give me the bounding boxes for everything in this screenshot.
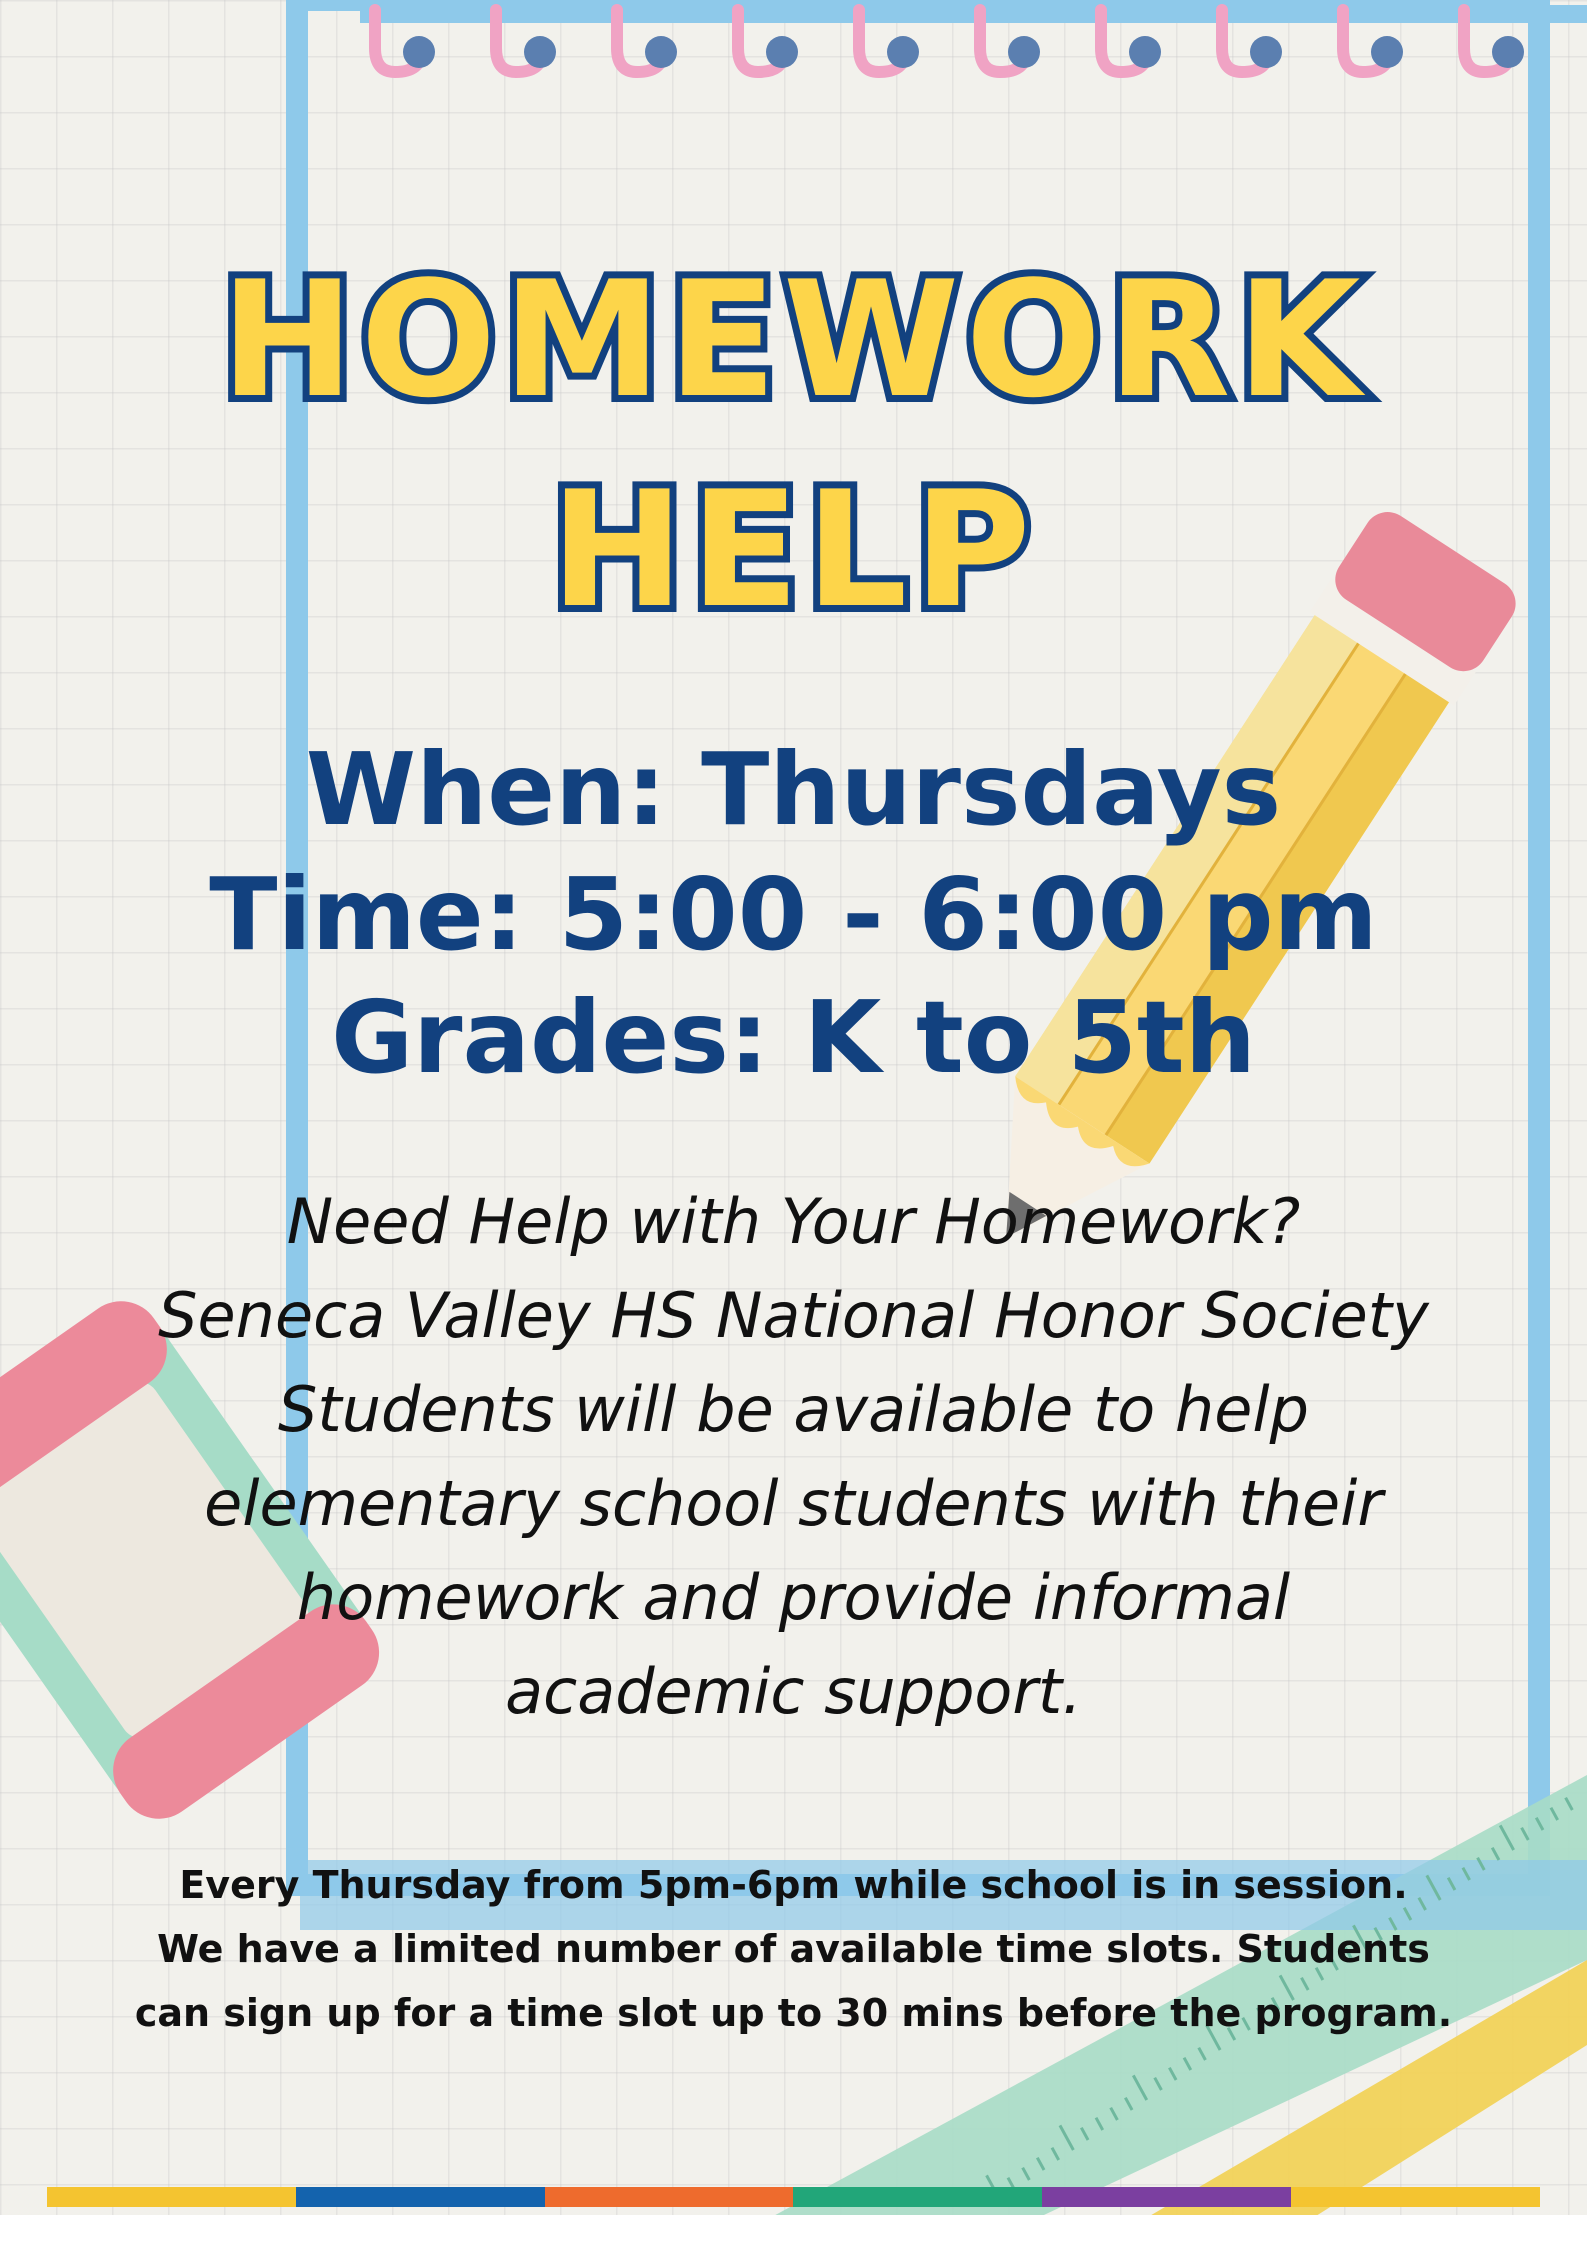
spiral-hole	[524, 36, 556, 68]
title-homework: HOMEWORK	[220, 246, 1367, 433]
schedule-note: We have a limited number of available time slots. Students	[157, 1927, 1430, 1971]
stripe-segment	[793, 2187, 1042, 2207]
info-when: When: Thursdays	[305, 731, 1282, 848]
title-help: HELP	[550, 456, 1037, 643]
spiral-hole	[1250, 36, 1282, 68]
spiral-hole	[1008, 36, 1040, 68]
stripe-segment	[1291, 2187, 1540, 2207]
stripe-segment	[296, 2187, 545, 2207]
description-line: academic support.	[505, 1655, 1082, 1728]
spiral-hole	[403, 36, 435, 68]
stripe-segment	[545, 2187, 794, 2207]
stripe-segment	[47, 2187, 296, 2207]
spiral-hole	[887, 36, 919, 68]
description-line: Students will be available to help	[278, 1373, 1309, 1446]
schedule-note: Every Thursday from 5pm-6pm while school is in session.	[179, 1863, 1408, 1907]
description-line: elementary school students with their	[204, 1467, 1383, 1540]
spiral-hole	[1129, 36, 1161, 68]
description-line: Seneca Valley HS National Honor Society	[158, 1279, 1429, 1352]
description-line: homework and provide informal	[296, 1561, 1291, 1634]
spiral-hole	[1492, 36, 1524, 68]
spiral-hole	[1371, 36, 1403, 68]
description-line: Need Help with Your Homework?	[286, 1185, 1301, 1258]
spiral-hole	[766, 36, 798, 68]
info-time: Time: 5:00 - 6:00 pm	[209, 856, 1378, 973]
color-stripe	[47, 2187, 1540, 2207]
spiral-hole	[645, 36, 677, 68]
info-grades: Grades: K to 5th	[331, 979, 1256, 1096]
stripe-segment	[1042, 2187, 1291, 2207]
schedule-note: can sign up for a time slot up to 30 mins before the program.	[134, 1991, 1453, 2035]
